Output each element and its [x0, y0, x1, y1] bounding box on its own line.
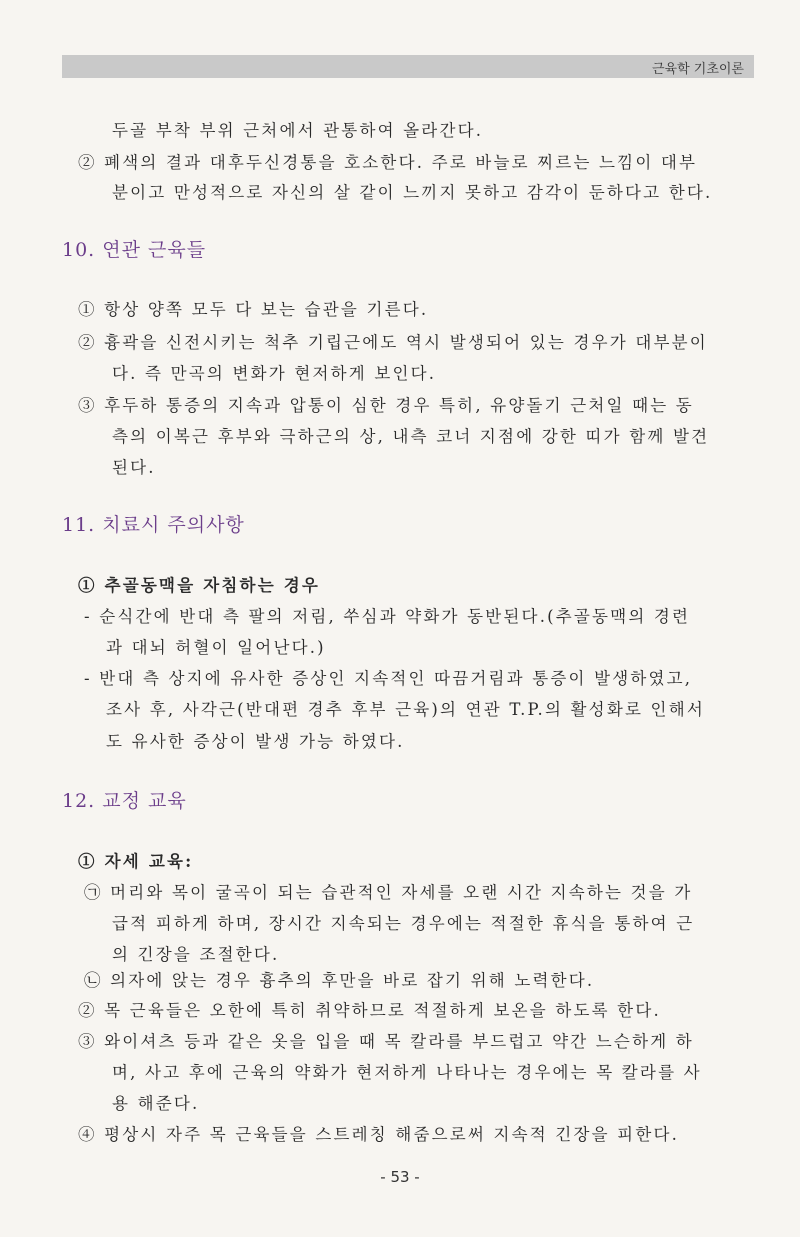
text-line: ④ 평상시 자주 목 근육들을 스트레칭 해줌으로써 지속적 긴장을 피한다. — [78, 1125, 680, 1144]
text-line: - 반대 측 상지에 유사한 증상인 지속적인 따끔거림과 통증이 발생하였고, — [84, 669, 693, 688]
text-line: ② 목 근육들은 오한에 특히 취약하므로 적절하게 보온을 하도록 한다. — [78, 1001, 661, 1020]
sub-heading: ① 자세 교육: — [78, 852, 194, 871]
text-line: 측의 이복근 후부와 극하근의 상, 내측 코너 지점에 강한 띠가 함께 발견 — [112, 427, 710, 446]
section-heading-10: 10. 연관 근육들 — [62, 239, 207, 261]
text-line: 급적 피하게 하며, 장시간 지속되는 경우에는 적절한 휴식을 통하여 근 — [112, 914, 695, 933]
text-line: - 순식간에 반대 측 팔의 저림, 쑤심과 약화가 동반된다.(추골동맥의 경련 — [84, 607, 691, 626]
text-line: ③ 와이셔츠 등과 같은 옷을 입을 때 목 칼라를 부드럽고 약간 느슨하게 하 — [78, 1032, 694, 1051]
section-heading-12: 12. 교정 교육 — [62, 790, 187, 812]
text-line: ② 흉곽을 신전시키는 척추 기립근에도 역시 발생되어 있는 경우가 대부분이 — [78, 333, 708, 352]
text-line: ㉡ 의자에 앉는 경우 흉추의 후만을 바로 잡기 위해 노력한다. — [84, 971, 595, 990]
text-line: ① 항상 양쪽 모두 다 보는 습관을 기른다. — [78, 300, 429, 319]
text-line: 과 대뇌 허혈이 일어난다.) — [106, 638, 326, 657]
text-line: 된다. — [112, 458, 156, 477]
text-line: 다. 즉 만곡의 변화가 현저하게 보인다. — [112, 364, 437, 383]
text-line: 의 긴장을 조절한다. — [112, 945, 280, 964]
text-line: ㉠ 머리와 목이 굴곡이 되는 습관적인 자세를 오랜 시간 지속하는 것을 가 — [84, 883, 693, 902]
text-line: 도 유사한 증상이 발생 가능 하였다. — [106, 732, 405, 751]
text-line: 용 해준다. — [112, 1094, 200, 1113]
text-line: ② 폐색의 결과 대후두신경통을 호소한다. 주로 바늘로 찌르는 느낌이 대부 — [78, 153, 698, 172]
text-line: 분이고 만성적으로 자신의 살 같이 느끼지 못하고 감각이 둔하다고 한다. — [112, 183, 713, 202]
section-heading-11: 11. 치료시 주의사항 — [62, 514, 245, 536]
header-bar — [62, 55, 754, 78]
text-line: 며, 사고 후에 근육의 약화가 현저하게 나타나는 경우에는 목 칼라를 사 — [112, 1063, 702, 1082]
sub-heading: ① 추골동맥을 자침하는 경우 — [78, 576, 321, 595]
text-line: 조사 후, 사각근(반대편 경추 후부 근육)의 연관 T.P.의 활성화로 인해서 — [106, 700, 705, 719]
page-number: - 53 - — [380, 1168, 420, 1186]
header-title: 근육학 기초이론 — [651, 62, 744, 77]
text-line: 두골 부착 부위 근처에서 관통하여 올라간다. — [112, 121, 484, 140]
text-line: ③ 후두하 통증의 지속과 압통이 심한 경우 특히, 유양돌기 근처일 때는 동 — [78, 396, 694, 415]
